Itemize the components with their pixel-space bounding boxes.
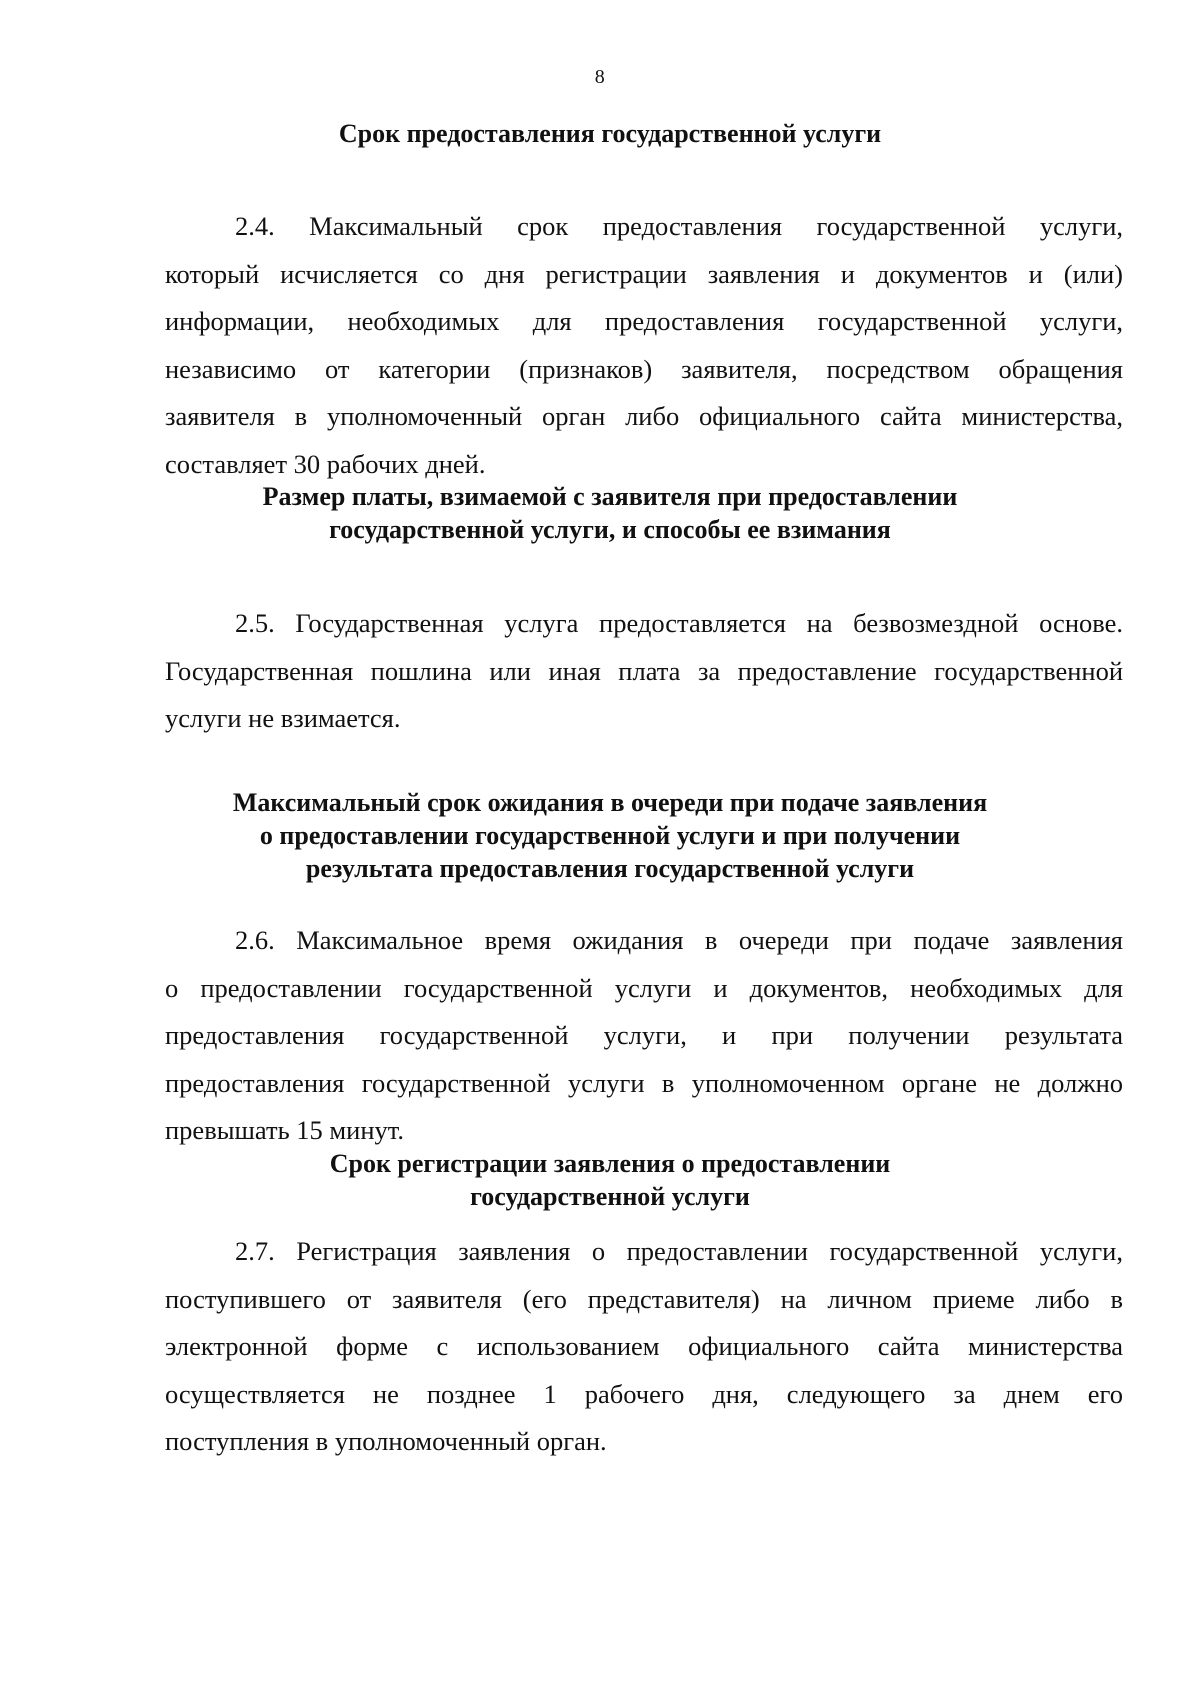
heading-line: результата предоставления государственной услуги bbox=[305, 854, 915, 883]
section-heading-queue bbox=[160, 786, 1060, 885]
paragraph-line: 2.7. Регистрация заявления о предоставлении государственной услуги, bbox=[235, 1236, 1123, 1266]
paragraph-line: услуги не взимается. bbox=[165, 703, 401, 733]
heading-line: Максимальный срок ожидания в очереди при подаче заявления bbox=[232, 788, 988, 817]
paragraph-2-4 bbox=[165, 203, 1123, 488]
heading-line: государственной услуги, и способы ее взимания bbox=[329, 515, 891, 544]
paragraph-line: информации, необходимых для предоставления государственной услуги, bbox=[165, 306, 1123, 336]
paragraph-line: поступившего от заявителя (его представителя) на личном приеме либо в bbox=[165, 1283, 1123, 1314]
paragraph-line: 2.4. Максимальный срок предоставления государственной услуги, bbox=[235, 211, 1123, 241]
paragraph-line: предоставления государственной услуги, и при получении результата bbox=[165, 1020, 1123, 1050]
paragraph-2-5 bbox=[165, 600, 1123, 743]
paragraph-line: независимо от категории (признаков) заявителя, посредством обращения bbox=[165, 353, 1123, 384]
paragraph-line: который исчисляется со дня регистрации заявления и документов и (или) bbox=[165, 258, 1123, 289]
paragraph-2-6 bbox=[165, 917, 1123, 1155]
paragraph-2-7 bbox=[165, 1228, 1123, 1466]
section-heading-fee bbox=[160, 480, 1060, 546]
heading-line: Срок предоставления государственной услуги bbox=[338, 119, 882, 148]
paragraph-line: превышать 15 минут. bbox=[165, 1115, 405, 1145]
section-heading-registration bbox=[160, 1147, 1060, 1213]
paragraph-line: заявителя в уполномоченный орган либо официального сайта министерства, bbox=[165, 401, 1123, 431]
paragraph-line: составляет 30 рабочих дней. bbox=[165, 448, 486, 479]
heading-line: Срок регистрации заявления о предоставлении bbox=[329, 1149, 891, 1178]
paragraph-line: 2.5. Государственная услуга предоставляется на безвозмездной основе. bbox=[235, 608, 1123, 638]
paragraph-line: осуществляется не позднее 1 рабочего дня, следующего за днем его bbox=[165, 1378, 1123, 1409]
paragraph-line: о предоставлении государственной услуги и документов, необходимых для bbox=[165, 972, 1123, 1003]
paragraph-line: 2.6. Максимальное время ожидания в очереди при подаче заявления bbox=[235, 925, 1123, 955]
paragraph-line: предоставления государственной услуги в уполномоченном органе не должно bbox=[165, 1067, 1123, 1098]
paragraph-line: электронной форме с использованием официального сайта министерства bbox=[165, 1331, 1123, 1361]
page-number: 8 bbox=[594, 66, 606, 88]
heading-line: о предоставлении государственной услуги и при получении bbox=[259, 821, 961, 850]
heading-line: Размер платы, взимаемой с заявителя при предоставлении bbox=[262, 482, 958, 511]
paragraph-line: поступления в уполномоченный орган. bbox=[165, 1426, 607, 1456]
paragraph-line: Государственная пошлина или иная плата за предоставление государственной bbox=[165, 655, 1123, 686]
section-heading-term bbox=[160, 117, 1060, 150]
heading-line: государственной услуги bbox=[470, 1182, 750, 1211]
